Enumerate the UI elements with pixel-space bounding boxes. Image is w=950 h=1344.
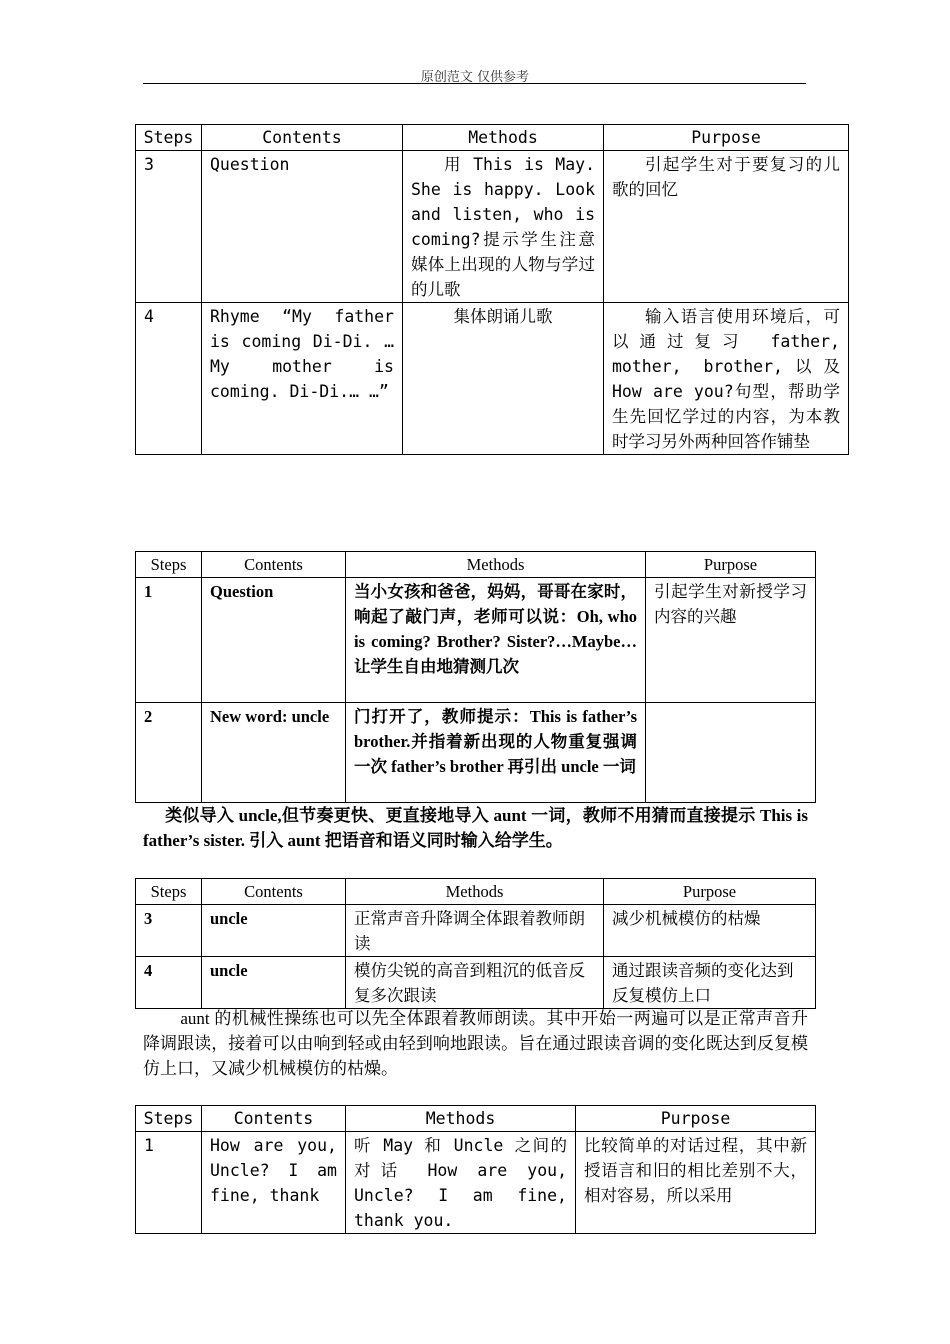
header-contents: Contents [202, 879, 346, 905]
header-steps: Steps [136, 1106, 202, 1132]
lesson-table-3 [135, 878, 816, 1009]
purpose-cell: 输入语言使用环境后，可以通过复习 father, mother, brother,以及 How are you?句型，帮助学生先回忆学过的内容，为本教时学习另外两种回答作铺垫 [604, 303, 849, 455]
header-rule [143, 83, 806, 84]
header-steps: Steps [136, 879, 202, 905]
table-row [136, 1132, 816, 1234]
lesson-table-4 [135, 1105, 816, 1234]
contents-cell: How are you, Uncle? I am fine, thank [202, 1132, 346, 1234]
table-row [136, 578, 816, 703]
header-methods: Methods [346, 1106, 576, 1132]
paragraph-aunt-intro: 类似导入 uncle,但节奏更快、更直接地导入 aunt 一词，教师不用猜而直接提示 This is father’s sister. 引入 aunt 把语音和语义同时输入给学生。 [143, 806, 808, 850]
header-methods: Methods [403, 125, 604, 151]
header-steps: Steps [136, 552, 202, 578]
contents-cell: Rhyme “My father is coming Di-Di. … My mother is coming. Di-Di.… …” [202, 303, 403, 455]
contents-cell: Question [202, 151, 403, 303]
table-header-row [136, 552, 816, 578]
header-purpose: Purpose [576, 1106, 816, 1132]
step-cell: 4 [136, 957, 202, 1009]
purpose-cell: 引起学生对新授学习内容的兴趣 [646, 578, 816, 703]
step-cell: 4 [136, 303, 202, 455]
step-cell: 2 [136, 703, 202, 803]
lesson-table-2 [135, 551, 816, 803]
purpose-cell: 引起学生对于要复习的儿歌的回忆 [604, 151, 849, 303]
step-cell: 1 [136, 1132, 202, 1234]
paragraph-aunt-drill: aunt 的机械性操练也可以先全体跟着教师朗读。其中开始一两遍可以是正常声音升降调跟读，接着可以由响到轻或由轻到响地跟读。旨在通过跟读音调的变化既达到反复模仿上口，又减少机械模仿的枯燥。 [143, 1009, 808, 1078]
table-row [136, 151, 849, 303]
contents-cell: uncle [202, 957, 346, 1009]
lesson-table-1 [135, 124, 849, 455]
header-contents: Contents [202, 125, 403, 151]
header-contents: Contents [202, 1106, 346, 1132]
table-header-row [136, 125, 849, 151]
header-steps: Steps [136, 125, 202, 151]
methods-cell: 门打开了，教师提示：This is father’s brother.并指着新出现的人物重复强调一次 father’s brother 再引出 uncle 一词 [346, 703, 646, 803]
methods-cell: 集体朗诵儿歌 [403, 303, 604, 455]
contents-cell: New word: uncle [202, 703, 346, 803]
methods-cell: 当小女孩和爸爸，妈妈，哥哥在家时，响起了敲门声，老师可以说：Oh, who is coming? Brother? Sister?…Maybe…让学生自由地猜测几次 [346, 578, 646, 703]
table-row [136, 703, 816, 803]
page-header: 原创范文 仅供参考 [420, 70, 530, 85]
contents-cell: uncle [202, 905, 346, 957]
table-header-row [136, 879, 816, 905]
methods-cell: 模仿尖锐的高音到粗沉的低音反复多次跟读 [346, 957, 604, 1009]
methods-cell: 正常声音升降调全体跟着教师朗读 [346, 905, 604, 957]
purpose-cell: 比较简单的对话过程，其中新授语言和旧的相比差别不大，相对容易，所以采用 [576, 1132, 816, 1234]
purpose-cell: 减少机械模仿的枯燥 [604, 905, 816, 957]
table-header-row [136, 1106, 816, 1132]
step-cell: 3 [136, 151, 202, 303]
header-methods: Methods [346, 552, 646, 578]
table-row [136, 905, 816, 957]
header-contents: Contents [202, 552, 346, 578]
step-cell: 1 [136, 578, 202, 703]
header-purpose: Purpose [604, 125, 849, 151]
methods-cell: 听 May 和 Uncle 之间的对话 How are you, Uncle? I am fine, thank you. [346, 1132, 576, 1234]
header-purpose: Purpose [604, 879, 816, 905]
purpose-cell [646, 703, 816, 803]
table-row [136, 303, 849, 455]
header-purpose: Purpose [646, 552, 816, 578]
purpose-cell: 通过跟读音频的变化达到反复模仿上口 [604, 957, 816, 1009]
contents-cell: Question [202, 578, 346, 703]
table-row [136, 957, 816, 1009]
step-cell: 3 [136, 905, 202, 957]
header-methods: Methods [346, 879, 604, 905]
methods-cell: 用 This is May. She is happy. Look and listen, who is coming?提示学生注意媒体上出现的人物与学过的儿歌 [403, 151, 604, 303]
